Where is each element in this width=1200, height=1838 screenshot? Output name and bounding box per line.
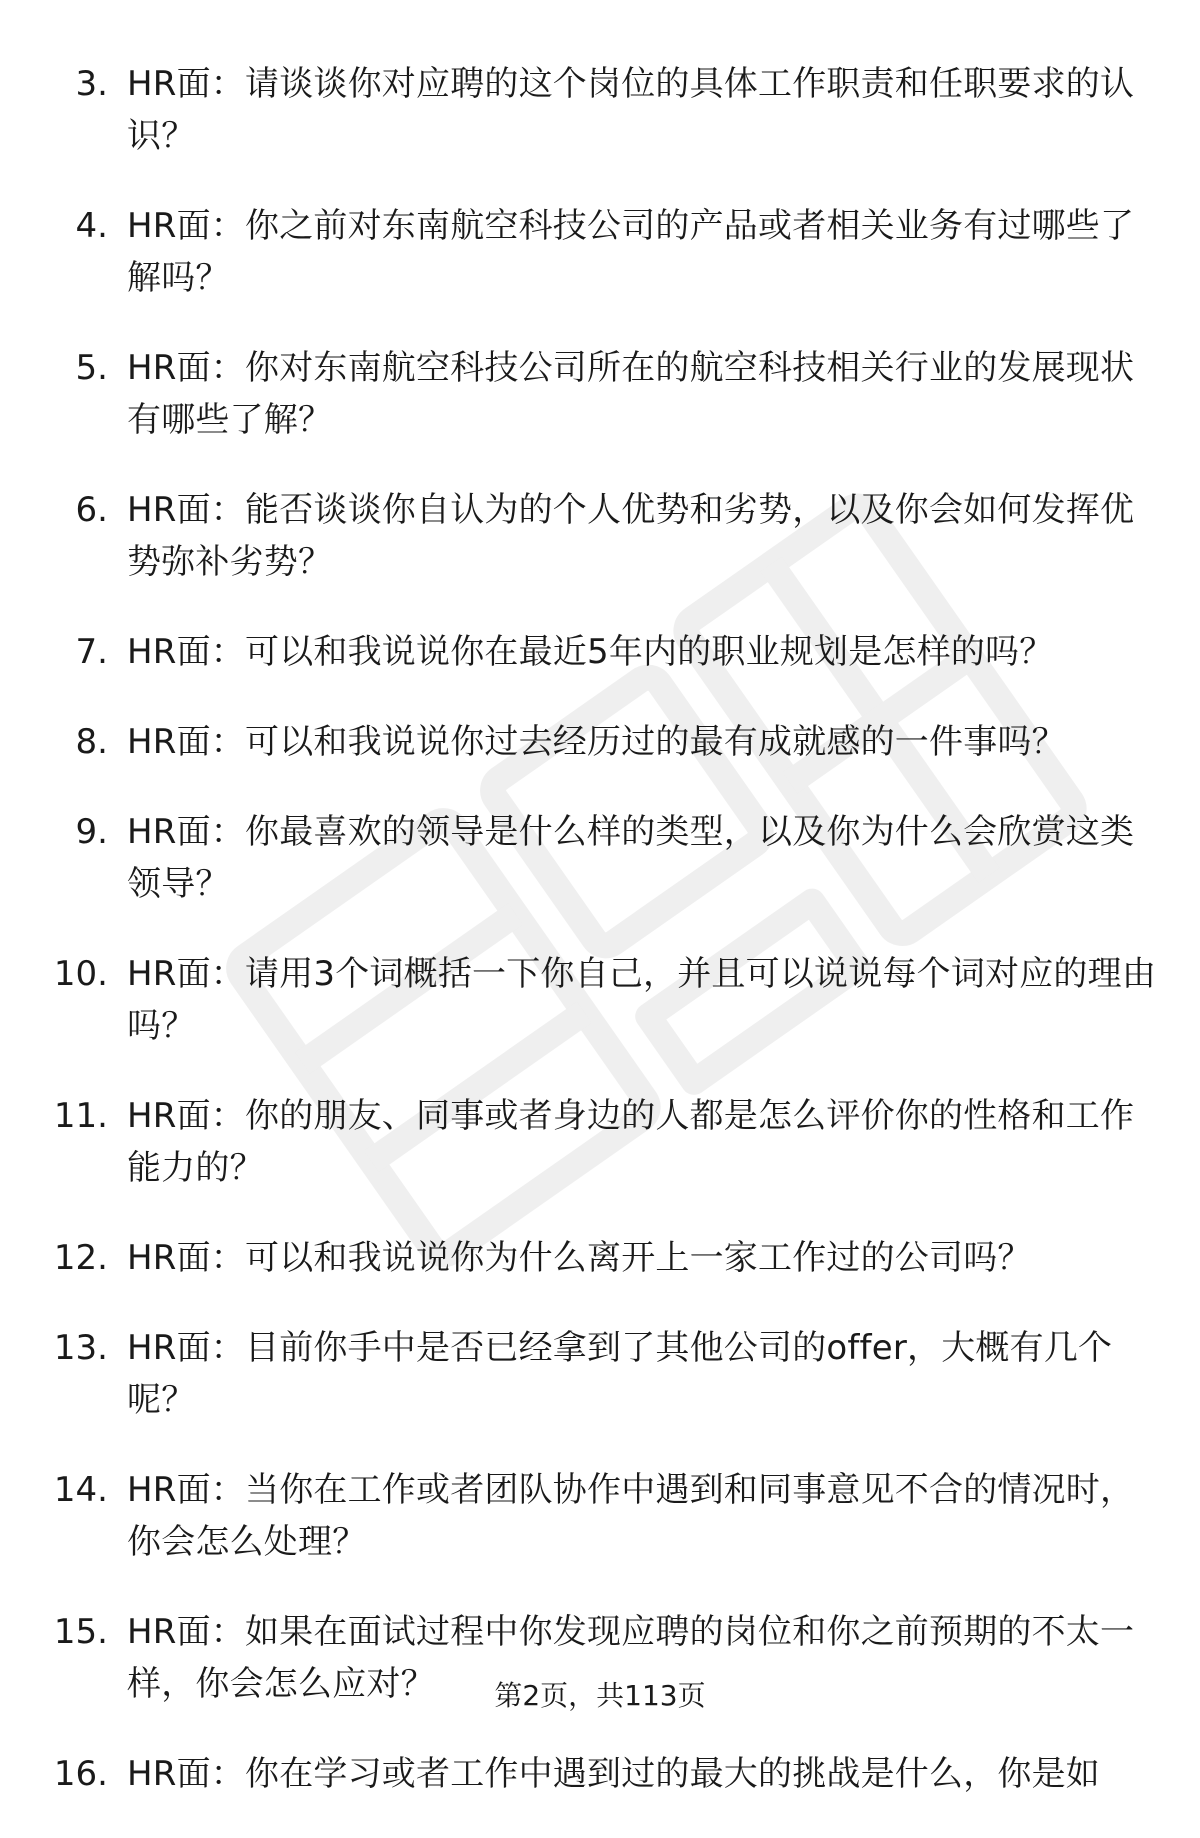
- question-text: HR面：能否谈谈你自认为的个人优势和劣势，以及你会如何发挥优势弥补劣势？: [127, 490, 1135, 582]
- question-item: [0, 1090, 1200, 1194]
- question-number: 15.: [53, 1612, 108, 1652]
- question-item: [0, 484, 1200, 588]
- question-number: 9.: [75, 812, 108, 852]
- question-text: HR面：你之前对东南航空科技公司的产品或者相关业务有过哪些了解吗？: [127, 206, 1135, 298]
- question-text: HR面：可以和我说说你为什么离开上一家工作过的公司吗？: [127, 1238, 1032, 1278]
- question-number: 8.: [75, 722, 108, 762]
- question-text: HR面：如果在面试过程中你发现应聘的岗位和你之前预期的不太一样，你会怎么应对？: [127, 1612, 1135, 1704]
- question-item: [0, 1464, 1200, 1568]
- question-item: [0, 200, 1200, 304]
- question-text: HR面：你最喜欢的领导是什么样的类型，以及你为什么会欣赏这类领导？: [127, 812, 1135, 904]
- question-text: HR面：你在学习或者工作中遇到过的最大的挑战是什么，你是如: [127, 1754, 1100, 1794]
- question-text: HR面：可以和我说说你过去经历过的最有成就感的一件事吗？: [127, 722, 1066, 762]
- question-text: HR面：当你在工作或者团队协作中遇到和同事意见不合的情况时，你会怎么处理？: [127, 1470, 1135, 1562]
- question-number: 12.: [53, 1238, 108, 1278]
- question-item: [0, 58, 1200, 162]
- question-number: 3.: [75, 64, 108, 104]
- question-text: HR面：请谈谈你对应聘的这个岗位的具体工作职责和任职要求的认识？: [127, 64, 1135, 156]
- question-text: HR面：你对东南航空科技公司所在的航空科技相关行业的发展现状有哪些了解？: [127, 348, 1135, 440]
- question-item: [0, 716, 1200, 768]
- question-item: [0, 1232, 1200, 1284]
- question-item: [0, 806, 1200, 910]
- question-item: [0, 1748, 1200, 1800]
- question-text: HR面：你的朋友、同事或者身边的人都是怎么评价你的性格和工作能力的？: [127, 1096, 1135, 1188]
- question-number: 6.: [75, 490, 108, 530]
- question-item: [0, 948, 1200, 1052]
- question-number: 4.: [75, 206, 108, 246]
- question-number: 10.: [53, 954, 108, 994]
- question-item: [0, 1322, 1200, 1426]
- question-number: 13.: [53, 1328, 108, 1368]
- question-list: [0, 58, 1200, 1838]
- question-text: HR面：请用3个词概括一下你自己，并且可以说说每个词对应的理由吗？: [127, 954, 1157, 1046]
- question-number: 7.: [75, 632, 108, 672]
- question-number: 11.: [53, 1096, 108, 1136]
- question-text: HR面：目前你手中是否已经拿到了其他公司的offer，大概有几个呢？: [127, 1328, 1113, 1420]
- question-number: 5.: [75, 348, 108, 388]
- question-number: 16.: [53, 1754, 108, 1794]
- question-item: [0, 626, 1200, 678]
- question-text: HR面：可以和我说说你在最近5年内的职业规划是怎样的吗？: [127, 632, 1054, 672]
- page-number-footer: 第2页，共113页: [494, 1679, 706, 1712]
- question-number: 14.: [53, 1470, 108, 1510]
- question-item: [0, 342, 1200, 446]
